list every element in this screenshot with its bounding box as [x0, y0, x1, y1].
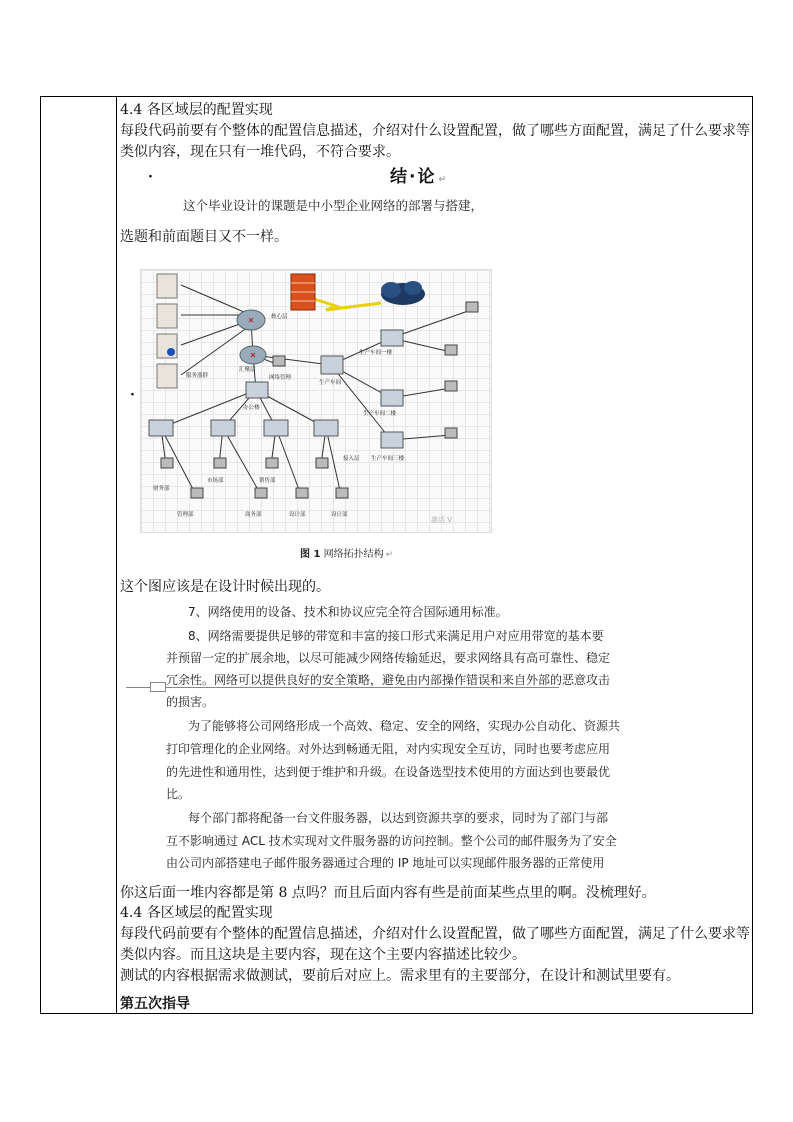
- svg-text:✕: ✕: [247, 316, 255, 325]
- comment-text: 测试的内容根据需求做测试，要前后对应上。需求里有的主要部分，在设计和测试里要有。: [120, 968, 680, 984]
- core-router-icon: [237, 310, 265, 330]
- label-access: 接入层: [343, 456, 360, 462]
- label-prod1: 生产车间一楼: [359, 350, 393, 356]
- ruler-marker: [150, 682, 166, 692]
- excerpt-line: 并预留一定的扩展余地，以尽可能减少网络传输延迟，要求网络具有高可靠性、稳定: [166, 651, 611, 665]
- excerpt-line: 打印管理化的企业网络。对外达到畅通无阻，对内实现安全互访，同时也要考虑应用: [166, 742, 611, 756]
- watermark: 激活 V: [431, 516, 453, 524]
- ruler-line: [126, 687, 559, 688]
- label-market: 市场部: [207, 478, 224, 484]
- label-commerce: 商务部: [245, 512, 262, 518]
- label-sales: 销售部: [259, 478, 276, 484]
- label-production: 生产车间: [319, 380, 342, 386]
- label-office: 办公楼: [243, 405, 260, 411]
- network-topology-figure: [140, 269, 492, 533]
- label-design: 设计部: [289, 512, 306, 518]
- comment-text: 你这后面一堆内容都是第 8 点吗？而且后面内容有些是前面某些点里的啊。没梳理好。: [120, 885, 656, 901]
- comment-text: 这个图应该是在设计时候出现的。: [120, 579, 330, 595]
- comment-text: 选题和前面题目又不一样。: [120, 229, 288, 245]
- conclusion-heading: 结·论 ↵: [390, 167, 449, 187]
- fifth-guidance-heading: 第五次指导: [120, 996, 190, 1012]
- table-column-divider: [116, 97, 117, 1013]
- network-topology-diagram: [141, 270, 491, 532]
- label-admin: 网络管理: [269, 375, 292, 381]
- guidance-table: [40, 96, 753, 1014]
- excerpt-line: 的先进性和通用性，达到便于维护和升级。在设备选型技术使用的方面达到也要最优: [166, 765, 611, 779]
- excerpt-line: 的损害。: [166, 695, 215, 709]
- svg-text:✕: ✕: [249, 351, 257, 360]
- label-design2: 设计部: [331, 512, 348, 518]
- excerpt-line: 8、网络需要提供足够的带宽和丰富的接口形式来满足用户对应用带宽的基本要: [188, 629, 604, 643]
- section-title: 4.4 各区域层的配置实现: [120, 905, 273, 921]
- topology-labels: [153, 312, 405, 518]
- label-finance: 财务部: [153, 486, 170, 492]
- conclusion-text: 这个毕业设计的课题是中小型企业网络的部署与搭建，: [183, 198, 484, 213]
- label-convergence: 汇聚层: [239, 367, 256, 373]
- excerpt-line: 7、网络使用的设备、技术和协议应完全符合国际通用标准。: [188, 605, 508, 619]
- convergence-router-icon: [240, 346, 266, 364]
- server-group-icon: [157, 274, 177, 388]
- comment-text: 类似内容。而且这块是主要内容，现在这个主要内容描述比较少。: [120, 947, 526, 963]
- pc-icons: [161, 302, 478, 498]
- comment-text: 类似内容，现在只有一堆代码，不符合要求。: [120, 144, 400, 160]
- switch-icons: [149, 330, 403, 448]
- globe-icon: [167, 348, 175, 356]
- wan-link-icon: [311, 298, 381, 310]
- section-title: 4.4 各区域层的配置实现: [120, 102, 273, 118]
- excerpt-line: 比。: [166, 787, 191, 801]
- label-core: 核心层: [271, 314, 288, 320]
- internet-cloud-icon: [381, 281, 425, 305]
- excerpt-line: 每个部门都将配备一台文件服务器，以达到资源共享的要求，同时为了部门与部: [188, 811, 609, 825]
- figure-caption: 图 1 网络拓扑结构 ↵: [300, 549, 394, 560]
- excerpt-line: 冗余性。网络可以提供良好的安全策略，避免由内部操作错误和来自外部的恶意攻击: [166, 673, 611, 687]
- comment-cell: [120, 97, 748, 1013]
- firewall-icon: [291, 274, 315, 310]
- comment-text: 每段代码前要有个整体的配置信息描述，介绍对什么设置配置，做了哪些方面配置，满足了什么要求等: [120, 926, 750, 942]
- label-manage: 管理部: [177, 512, 194, 518]
- bullet-marker: ·: [148, 169, 153, 185]
- label-prod2: 生产车间二楼: [363, 411, 397, 417]
- label-prod3: 生产车间三楼: [371, 456, 405, 462]
- excerpt-line: 由公司内部搭建电子邮件服务器通过合理的 IP 地址可以实现邮件服务器的正常使用: [166, 856, 605, 870]
- excerpt-line: 为了能够将公司网络形成一个高效、稳定、安全的网络，实现办公自动化、资源共: [188, 719, 621, 733]
- bullet-marker: ·: [130, 387, 135, 403]
- comment-text: 每段代码前要有个整体的配置信息描述，介绍对什么设置配置，做了哪些方面配置，满足了什么要求等: [120, 123, 750, 139]
- excerpt-line: 互不影响通过 ACL 技术实现对文件服务器的访问控制。整个公司的邮件服务为了安全: [166, 834, 617, 848]
- label-server: 服务器群: [186, 373, 209, 379]
